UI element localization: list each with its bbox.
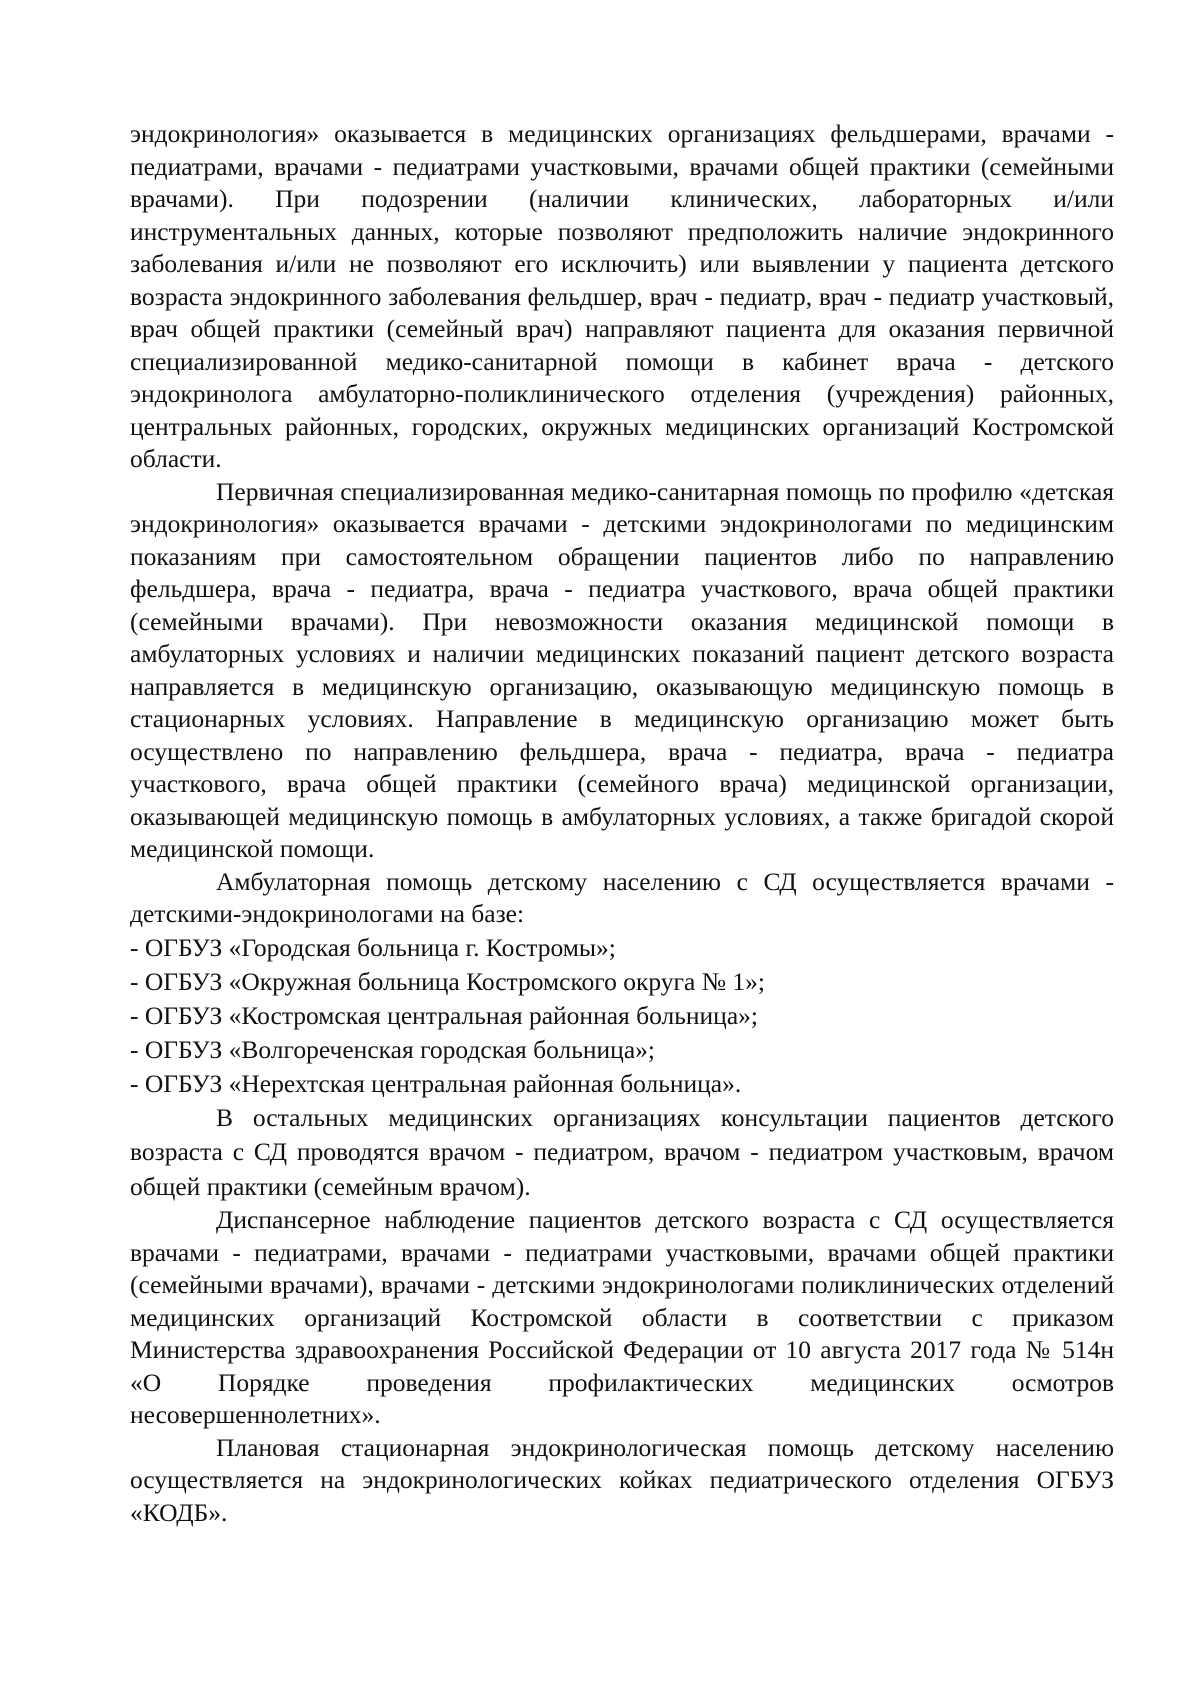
list-item: - ОГБУЗ «Окружная больница Костромского округа № 1»; (130, 966, 765, 996)
paragraph-dispensary-observation: Диспансерное наблюдение пациентов детского возраста с СД осуществляется врачами - педиатрами, врачами - педиатрами участковыми, врачами общей практики (семейными врачами), врачами - детскими эндокринологами поликлинических отделений медицинских организаций Костромской области в соответствии с приказом Министерства здравоохранения Российской Федерации от 10 августа 2017 года № 514н «О Порядке проведения профилактических медицинских осмотров несовершеннолетних». (130, 1205, 1114, 1429)
paragraph-primary-care: Первичная специализированная медико-санитарная помощь по профилю «детская эндокринология» оказывается врачами - детскими эндокринологами по медицинским показаниям при самостоятельном обращении пациентов либо по направлению фельдшера, врача - педиатра, врача - педиатра участкового, врача общей практики (семейными врачами). При невозможности оказания медицинской помощи в амбулаторных условиях и наличии медицинских показаний пациент детского возраста направляется в медицинскую организацию, оказывающую медицинскую помощь в стационарных условиях. Направление в медицинскую организацию может быть осуществлено по направлению фельдшера, врача - педиатра, врача - педиатра участкового, врача общей практики (семейного врача) медицинской организации, оказывающей медицинскую помощь в амбулаторных условиях, а также бригадой скорой медицинской помощи. (130, 476, 1114, 863)
paragraph-continuation: эндокринология» оказывается в медицинских организациях фельдшерами, врачами - педиатрами, врачами - педиатрами участковыми, врачами общей практики (семейными врачами). При подозрении (наличии клинических, лабораторных и/или инструментальных данных, которые позволяют предположить наличие эндокринного заболевания и/или не позволяют его исключить) или выявлении у пациента детского возраста эндокринного заболевания фельдшер, врач - педиатр, врач - педиатр участковый, врач общей практики (семейный врач) направляют пациента для оказания первичной специализированной медико-санитарной помощи в кабинет врача - детского эндокринолога амбулаторно-поликлинического отделения (учреждения) районных, центральных районных, городских, окружных медицинских организаций Костромской области. (130, 119, 1114, 473)
list-item: - ОГБУЗ «Волгореченская городская больница»; (130, 1034, 655, 1064)
list-item: - ОГБУЗ «Костромская центральная районная больница»; (130, 1000, 758, 1030)
list-item: - ОГБУЗ «Нерехтская центральная районная больница». (130, 1068, 742, 1098)
paragraph-ambulatory-care: Амбулаторная помощь детскому населению с СД осуществляется врачами - детскими-эндокринологами на базе: (130, 866, 1114, 928)
list-item: - ОГБУЗ «Городская больница г. Костромы»; (130, 932, 616, 962)
paragraph-other-organizations: В остальных медицинских организациях консультации пациентов детского возраста с СД проводятся врачом - педиатром, врачом - педиатром участковым, врачом общей практики (семейным врачом). (130, 1102, 1114, 1201)
document-body (130, 118, 1114, 1529)
paragraph-inpatient-care: Плановая стационарная эндокринологическая помощь детскому населению осуществляется на эндокринологических койках педиатрического отделения ОГБУЗ «КОДБ». (130, 1432, 1114, 1527)
